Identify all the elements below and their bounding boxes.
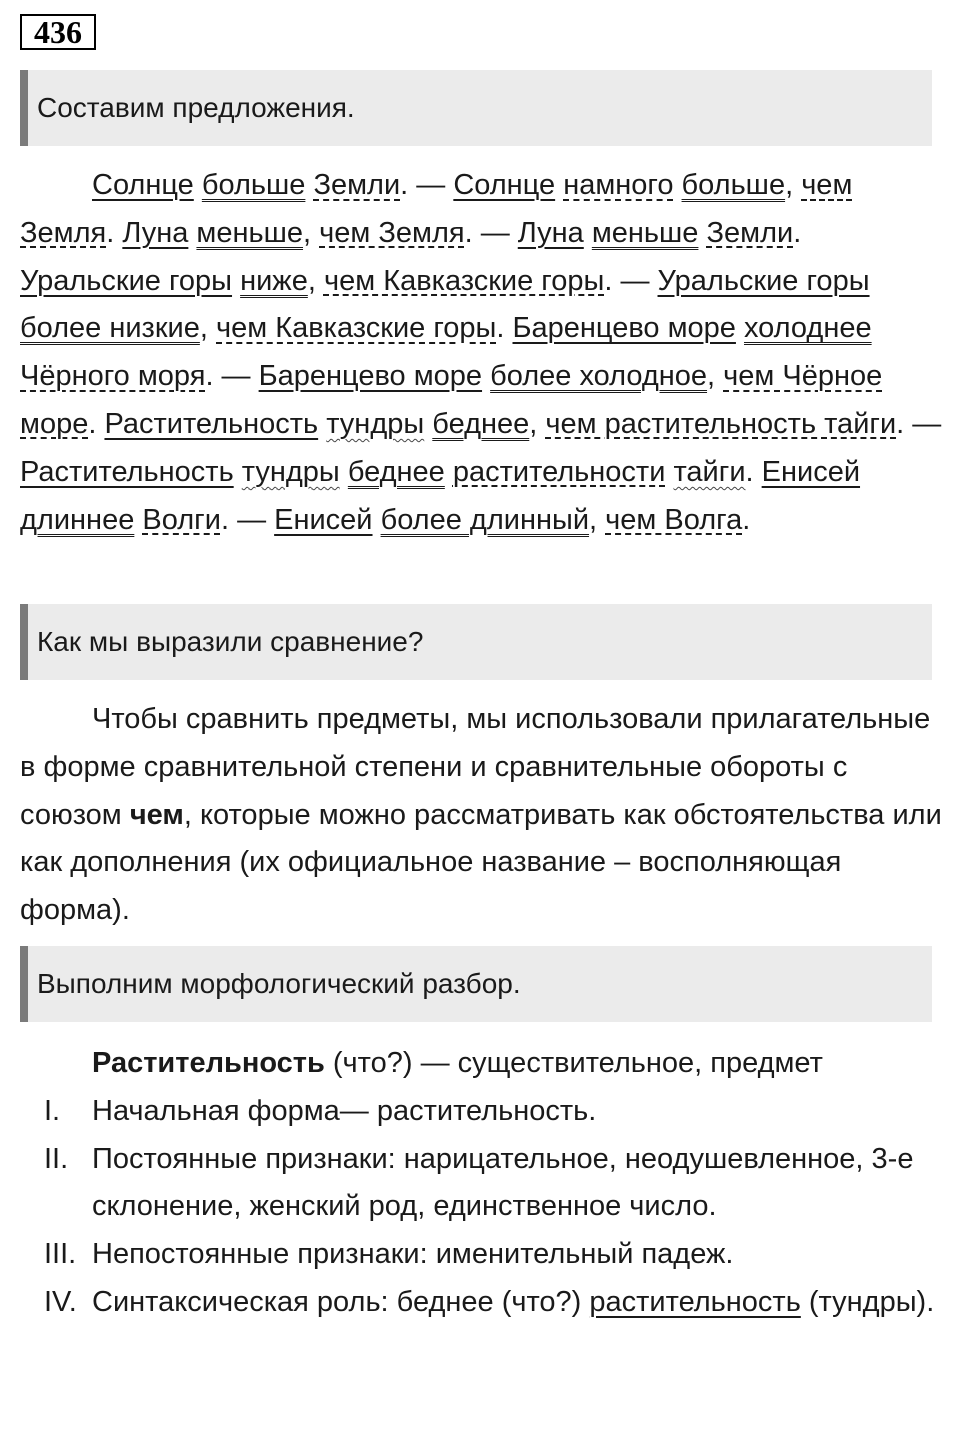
predicate: беднее — [347, 455, 445, 488]
section-heading-compose: Составим предложения. — [20, 70, 932, 146]
predicate: холоднее — [744, 312, 872, 345]
list-item-text: Постоянные признаки: нарицательное, неодушевленное, 3-е склонение, женский род, единственное число. — [92, 1142, 914, 1223]
subject: Солнце — [92, 169, 194, 201]
subject: Баренцево море — [512, 312, 736, 345]
list-item-number: II. — [44, 1142, 69, 1175]
list-item-number: III. — [44, 1238, 77, 1271]
comparative-phrase: чем Кавказские горы — [323, 264, 605, 297]
subject: Луна — [517, 216, 584, 249]
subject: Растительность — [20, 455, 234, 488]
object: Земли — [706, 216, 794, 249]
subject: Енисей — [274, 503, 373, 536]
explanation-paragraph — [20, 696, 945, 935]
attribute: тундры — [241, 455, 340, 488]
comparative-phrase: чем — [801, 169, 853, 201]
list-item — [20, 1136, 945, 1232]
object: Волги — [142, 503, 221, 536]
attribute: тундры — [326, 407, 425, 440]
parsing-word-line — [20, 1040, 945, 1088]
task-number: 436 — [20, 14, 96, 50]
predicate: ниже — [240, 264, 308, 297]
comparative-phrase: чем Чёрное море — [20, 360, 883, 440]
predicate: меньше — [196, 216, 304, 249]
predicate: более холодное — [490, 360, 708, 393]
predicate: больше — [681, 169, 786, 201]
list-item-text: Синтаксическая роль: беднее (что?) растительность (тундры). — [92, 1285, 935, 1318]
underlined-subject: растительность — [589, 1285, 801, 1318]
explanation-text: Чтобы сравнить предметы, мы использовали прилагательные в форме сравнительной степени и сравнительные обороты с союзом — [20, 703, 931, 831]
attribute: тайги — [673, 455, 746, 488]
adverbial: намного — [563, 169, 674, 201]
subject: Баренцево море — [258, 360, 483, 393]
object: Земли — [313, 169, 401, 201]
comparative-phrase: чем Кавказские горы — [216, 312, 497, 345]
subject: Уральские горы — [657, 264, 870, 297]
predicate: меньше — [591, 216, 699, 249]
section-heading-parsing: Выполним морфологический разбор. — [20, 946, 932, 1022]
subject: Солнце — [453, 169, 556, 201]
subject: Енисей — [761, 455, 861, 488]
subject: Луна — [122, 216, 189, 249]
list-item-number: I. — [44, 1094, 61, 1127]
parsing-word-desc: (что?) — существительное, предмет — [324, 1047, 823, 1079]
list-item — [20, 1231, 945, 1279]
list-item-number: IV. — [44, 1285, 77, 1318]
explanation-bold-word: чем — [129, 798, 184, 831]
explanation-text-end: , которые можно рассматривать как обстоятельства или как дополнения (их официальное название – восполняющая форма). — [20, 798, 942, 927]
sentences-paragraph: Солнце больше Земли. — Солнце намного больше, чем Земля. Луна меньше, чем Земля. — Луна меньше Земли. Уральские горы ниже, чем Кавказские горы. — Уральские горы более низкие, чем Кавказские горы. Баренцево море холоднее Чёрного моря. — Баренцево море более холодное, чем Чёрное море. Растительность тундры беднее, чем растительность тайги. — Растительность тундры беднее растительности тайги. Енисей длиннее Волги. — Енисей более длинный, чем Волга. — [20, 169, 942, 536]
comparative-phrase: чем растительность тайги — [545, 407, 897, 440]
comparative-phrase: чем Земля — [319, 216, 465, 249]
subject: Растительность — [104, 407, 319, 440]
parsing-list — [20, 1040, 945, 1327]
predicate: больше — [201, 169, 306, 201]
comparative-phrase: чем Волга — [605, 503, 743, 536]
list-item — [20, 1088, 945, 1136]
comparative-phrase: Земля — [20, 216, 107, 249]
parsing-word: Растительность — [92, 1047, 325, 1079]
subject: Уральские горы — [20, 264, 233, 297]
predicate: более низкие — [20, 312, 200, 345]
predicate: более длинный — [380, 503, 590, 536]
predicate: беднее — [432, 407, 530, 440]
predicate: длиннее — [20, 503, 135, 536]
list-item-text: Начальная форма— растительность. — [92, 1094, 597, 1127]
list-item — [20, 1279, 945, 1327]
list-item-text: Непостоянные признаки: именительный падеж. — [92, 1238, 734, 1271]
object: растительности — [452, 455, 666, 488]
object: Чёрного моря — [20, 360, 206, 393]
section-heading-comparison: Как мы выразили сравнение? — [20, 604, 932, 680]
